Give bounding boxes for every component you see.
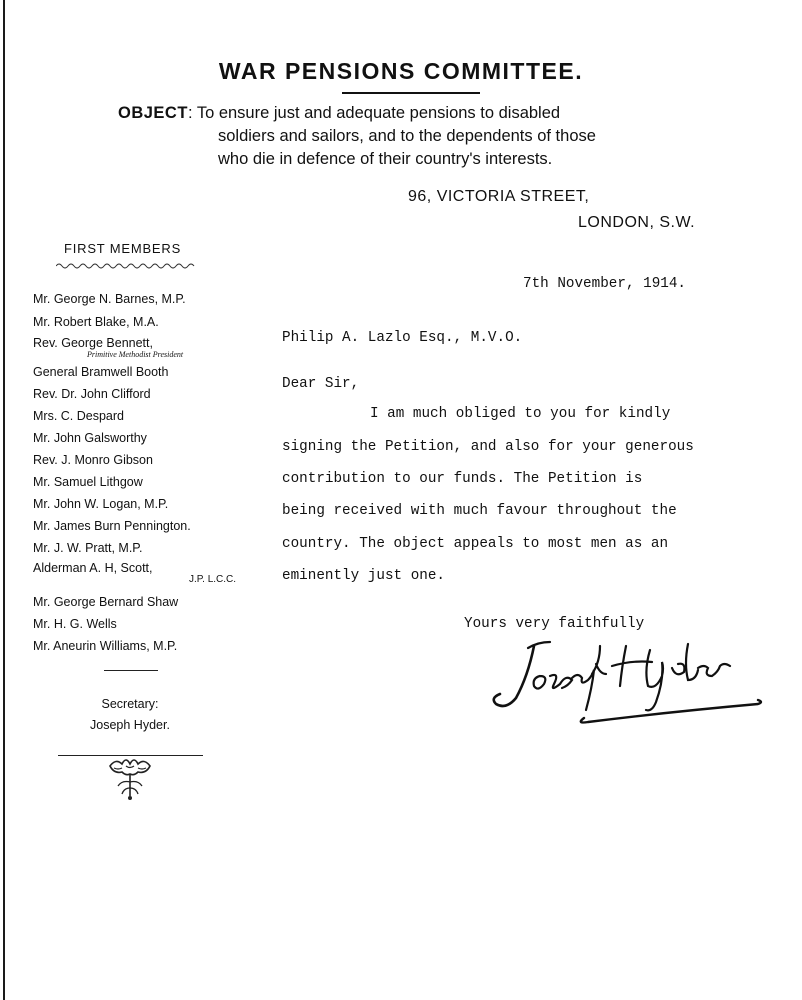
secretary-label: Secretary: — [101, 697, 159, 711]
secretary-name: Joseph Hyder. — [90, 718, 170, 732]
divider-line — [104, 670, 158, 671]
member-item: Alderman A. H, Scott, — [33, 561, 153, 575]
letter-closing: Yours very faithfully — [464, 616, 645, 632]
letter-body-line: being received with much favour throughout the — [282, 503, 677, 519]
object-line-1: To ensure just and adequate pensions to disabled — [196, 104, 561, 122]
title-underline — [342, 92, 480, 94]
member-item: Mr. Samuel Lithgow — [33, 475, 143, 489]
object-label: OBJECT — [118, 104, 188, 122]
member-item: Mr. Aneurin Williams, M.P. — [33, 639, 178, 653]
address-street: 96, VICTORIA STREET, — [408, 188, 590, 205]
letter-addressee: Philip A. Lazlo Esq., M.V.O. — [282, 330, 523, 346]
letter-body-line: signing the Petition, and also for your generous — [282, 439, 694, 455]
letterhead-title: WAR PENSIONS COMMITTEE. — [218, 58, 584, 84]
letter-body-line: eminently just one. — [282, 568, 446, 584]
letter-body-line: I am much obliged to you for kindly — [370, 406, 671, 422]
address-city: LONDON, S.W. — [578, 214, 696, 231]
member-note: J.P. L.C.C. — [189, 574, 237, 585]
member-item: Mr. George Bernard Shaw — [33, 595, 179, 609]
member-item: Mr. John W. Logan, M.P. — [33, 497, 169, 511]
member-item: Mr. John Galsworthy — [33, 431, 147, 445]
member-item: Rev. George Bennett, — [33, 336, 153, 350]
object-line-3: who die in defence of their country's interests. — [218, 150, 553, 168]
letter-body-line: contribution to our funds. The Petition is — [282, 471, 643, 487]
member-item: Mr. J. W. Pratt, M.P. — [33, 541, 143, 555]
member-item: Mr. George N. Barnes, M.P. — [33, 292, 186, 306]
member-item: General Bramwell Booth — [33, 365, 169, 379]
member-note: Primitive Methodist President — [87, 350, 184, 359]
member-item: Rev. Dr. John Clifford — [33, 387, 151, 401]
member-item: Mrs. C. Despard — [33, 409, 124, 423]
floral-emblem-icon — [104, 756, 156, 804]
page-edge-line — [3, 0, 5, 1000]
object-line-2: soldiers and sailors, and to the dependents of those — [218, 127, 596, 145]
squiggle-divider-icon — [56, 262, 196, 270]
members-heading: FIRST MEMBERS — [64, 241, 182, 256]
member-item: Mr. James Burn Pennington. — [33, 519, 191, 533]
letter-page: WAR PENSIONS COMMITTEE. OBJECT: To ensure just and adequate pensions to disabled soldiers and sailors, and to the dependents of those who die in defence of their country's interests. 96, VICTORIA STREET, LONDON, S.W. FIRST MEMBERS Mr. George N. Barnes, M.P. Mr. Robert Blake, M.A. Rev. George Bennett, Primitive Methodist President General Bramwell Booth Rev. Dr. John Clifford Mrs. C. Despard Mr. John Galsworthy Rev. J. Monro Gibson Mr. Samuel Lithgow Mr. John W. Logan, M.P. Mr. James Burn Pennington. Mr. J. W. Pratt, M.P. Alderman A. H, Scott, J.P. L.C.C. Mr. George Bernard Shaw Mr. H. G. Wells Mr. Aneurin Williams, M.P. Secretary: Joseph Hyder. 7th November, 1914. Philip A. Lazlo Esq., M.V.O. Dear Sir, I am much obliged to you for kindly signing the Petition, and also for your generous contribution to our funds. The Petition is being received with much favour throughout the country. The object appeals to most men as an eminently just one. Yours very faithfully — [0, 0, 802, 1000]
letter-body-line: country. The object appeals to most men as an — [282, 536, 669, 552]
handwritten-signature — [488, 636, 768, 726]
member-item: Rev. J. Monro Gibson — [33, 453, 153, 467]
member-item: Mr. H. G. Wells — [33, 617, 117, 631]
letter-date: 7th November, 1914. — [523, 276, 687, 292]
letter-salutation: Dear Sir, — [282, 376, 360, 392]
member-item: Mr. Robert Blake, M.A. — [33, 315, 159, 329]
